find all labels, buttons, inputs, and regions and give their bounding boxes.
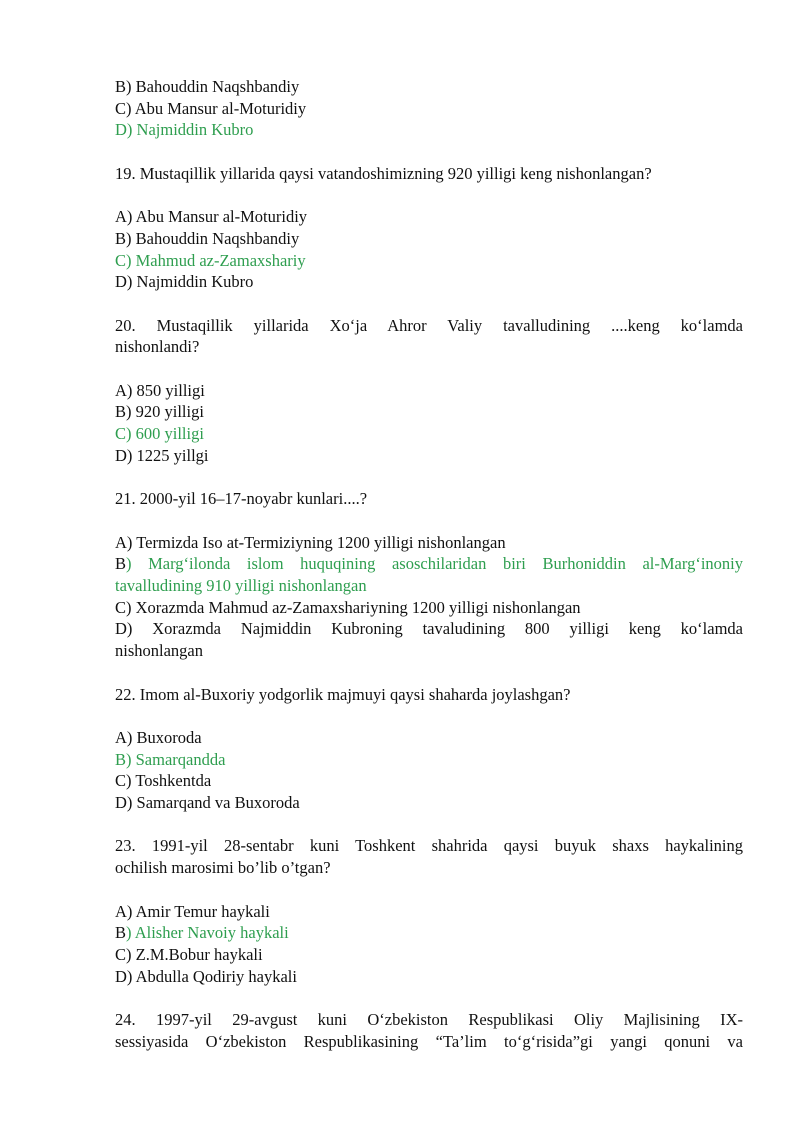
- option-c: C) Xorazmda Mahmud az-Zamaxshariyning 1200 yilligi nishonlangan: [115, 597, 581, 617]
- option-c: C) Z.M.Bobur haykali: [115, 944, 263, 964]
- option-d-correct: D) Najmiddin Kubro: [115, 120, 254, 140]
- option-b: B) Bahouddin Naqshbandiy: [115, 77, 300, 96]
- question-21-options: [115, 532, 743, 662]
- option-d: D) Abdulla Qodiriy haykali: [115, 966, 297, 986]
- option-a: A) 850 yilligi: [115, 380, 205, 400]
- option-a: A) Buxoroda: [115, 727, 202, 747]
- question-24: [115, 1009, 743, 1052]
- document-page: [115, 76, 743, 1052]
- option-b-correct-line-2: tavalludining 910 yilligi nishonlangan: [115, 576, 367, 596]
- option-b: B) 920 yilligi: [115, 402, 204, 422]
- question-24-line-1: 24. 1997-yil 29-avgust kuni O‘zbekiston Respublikasi Oliy Majlisining IX-: [115, 1010, 743, 1030]
- question-20: [115, 315, 743, 358]
- question-23-line-1: 23. 1991-yil 28-sentabr kuni Toshkent shahrida qaysi buyuk shaxs haykalining: [115, 836, 743, 856]
- option-d-line-1: D) Xorazmda Najmiddin Kubroning tavaludining 800 yilligi keng ko‘lamda: [115, 619, 743, 639]
- option-d: D) 1225 yillgi: [115, 445, 209, 465]
- question-23-line-2: ochilish marosimi bo’lib o’tgan?: [115, 858, 331, 878]
- question-22-options: [115, 727, 743, 814]
- question-18-options: [115, 76, 743, 141]
- option-c-correct: C) Mahmud az-Zamaxshariy: [115, 250, 306, 270]
- option-c-correct: C) 600 yilligi: [115, 424, 204, 444]
- option-b-correct: B) Samarqandda: [115, 749, 226, 769]
- option-a: A) Abu Mansur al-Moturidiy: [115, 207, 308, 227]
- option-c: C) Abu Mansur al-Moturidiy: [115, 98, 307, 118]
- option-b-correct: B) Alisher Navoiy haykali: [115, 923, 289, 943]
- option-b-correct-line-1: B) Marg‘ilonda islom huquqining asoschilaridan biri Burhoniddin al-Marg‘inoniy: [115, 554, 743, 574]
- question-21: 21. 2000-yil 16–17-noyabr kunlari....?: [115, 489, 368, 509]
- option-c: C) Toshkentda: [115, 771, 212, 791]
- question-24-line-2: sessiyasida O‘zbekiston Respublikasining “Ta’lim to‘g‘risida”gi yangi qonuni va: [115, 1031, 743, 1051]
- question-19: 19. Mustaqillik yillarida qaysi vatandoshimizning 920 yilligi keng nishonlangan?: [115, 163, 652, 183]
- question-23: [115, 835, 743, 878]
- question-20-line-1: 20. Mustaqillik yillarida Xo‘ja Ahror Valiy tavalludining ....keng ko‘lamda: [115, 315, 743, 335]
- option-a: A) Amir Temur haykali: [115, 901, 270, 921]
- question-23-options: [115, 901, 743, 988]
- question-20-options: [115, 380, 743, 467]
- option-d-line-2: nishonlangan: [115, 641, 203, 661]
- question-22: 22. Imom al-Buxoriy yodgorlik majmuyi qaysi shaharda joylashgan?: [115, 684, 571, 704]
- option-d: D) Najmiddin Kubro: [115, 272, 254, 292]
- option-d: D) Samarqand va Buxoroda: [115, 793, 300, 813]
- option-a: A) Termizda Iso at-Termiziyning 1200 yilligi nishonlangan: [115, 532, 506, 552]
- option-b: B) Bahouddin Naqshbandiy: [115, 228, 300, 248]
- question-20-line-2: nishonlandi?: [115, 337, 200, 357]
- question-19-options: [115, 206, 743, 293]
